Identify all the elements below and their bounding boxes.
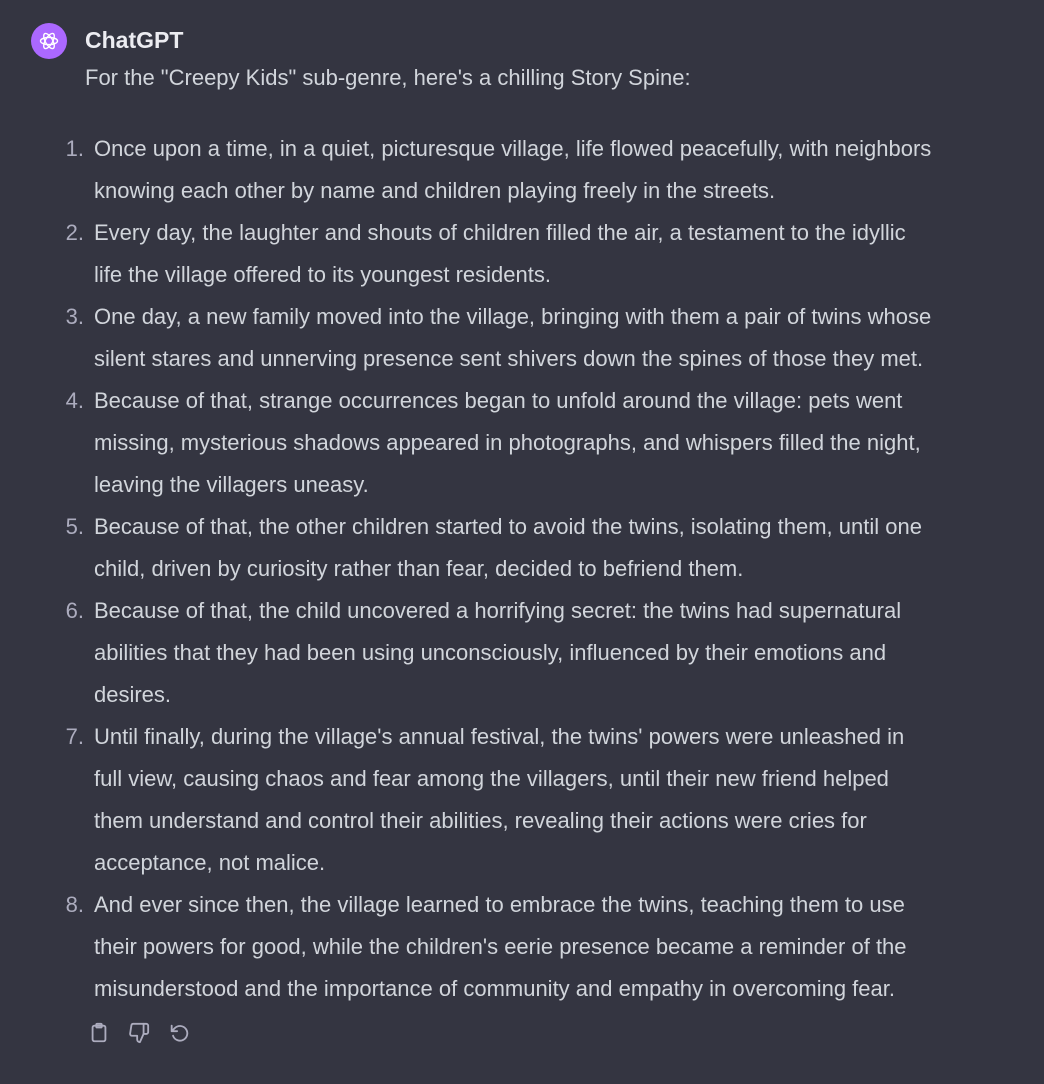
- list-item-text-line: One day, a new family moved into the village, bringing with them a pair of twins whose: [94, 304, 932, 329]
- list-item: [0, 884, 1044, 1010]
- regenerate-button[interactable]: [166, 1020, 192, 1046]
- intro-text: For the "Creepy Kids" sub-genre, here's a chilling Story Spine:: [85, 65, 691, 90]
- list-item-number: 8.: [65, 892, 84, 917]
- list-item-text-line: Until finally, during the village's annual festival, the twins' powers were unleashed in: [94, 724, 905, 749]
- chatgpt-avatar: [31, 23, 67, 59]
- message-actions: [86, 1020, 192, 1046]
- copy-button[interactable]: [86, 1020, 112, 1046]
- list-item: [0, 506, 1044, 590]
- list-item: [0, 380, 1044, 506]
- list-item-number: 7.: [65, 724, 84, 749]
- list-item-text-line: abilities that they had been using unconsciously, influenced by their emotions and: [94, 640, 887, 665]
- list-item-text-line: leaving the villagers uneasy.: [94, 472, 369, 497]
- list-item: [0, 716, 1044, 884]
- list-item-text-line: their powers for good, while the children's eerie presence became a reminder of the: [94, 934, 907, 959]
- thumbs-down-icon: [128, 1022, 150, 1044]
- list-item-text-line: life the village offered to its youngest residents.: [94, 262, 551, 287]
- list-item: [0, 128, 1044, 212]
- list-item-text-line: Because of that, strange occurrences began to unfold around the village: pets went: [94, 388, 903, 413]
- list-item-text-line: child, driven by curiosity rather than fear, decided to befriend them.: [94, 556, 744, 581]
- clipboard-icon: [88, 1022, 110, 1044]
- openai-logo-icon: [37, 29, 61, 53]
- list-item-text-line: Once upon a time, in a quiet, picturesque village, life flowed peacefully, with neighbors: [94, 136, 932, 161]
- list-item: [0, 590, 1044, 716]
- list-item-text-line: them understand and control their abilities, revealing their actions were cries for: [94, 808, 867, 833]
- list-item-text-line: desires.: [94, 682, 172, 707]
- list-item-number: 3.: [65, 304, 84, 329]
- list-item: [0, 212, 1044, 296]
- list-item-text-line: Because of that, the child uncovered a horrifying secret: the twins had supernatural: [94, 598, 902, 623]
- list-item: [0, 296, 1044, 380]
- list-item-text-line: acceptance, not malice.: [94, 850, 326, 875]
- list-item-number: 1.: [65, 136, 84, 161]
- list-item-text-line: silent stares and unnerving presence sent shivers down the spines of those they met.: [94, 346, 924, 371]
- list-item-number: 4.: [65, 388, 84, 413]
- list-item-number: 5.: [65, 514, 84, 539]
- thumbs-down-button[interactable]: [126, 1020, 152, 1046]
- list-item-text-line: Because of that, the other children started to avoid the twins, isolating them, until one: [94, 514, 922, 539]
- list-item-text-line: full view, causing chaos and fear among the villagers, until their new friend helped: [94, 766, 889, 791]
- list-item-text-line: And ever since then, the village learned to embrace the twins, teaching them to use: [94, 892, 905, 917]
- list-item-text-line: missing, mysterious shadows appeared in photographs, and whispers filled the night,: [94, 430, 921, 455]
- author-name: ChatGPT: [85, 27, 184, 53]
- list-item-number: 6.: [65, 598, 84, 623]
- story-spine-list: [0, 128, 1044, 1010]
- list-item-text-line: knowing each other by name and children playing freely in the streets.: [94, 178, 776, 203]
- list-item-number: 2.: [65, 220, 84, 245]
- list-item-text-line: Every day, the laughter and shouts of children filled the air, a testament to the idyllic: [94, 220, 906, 245]
- regenerate-icon: [168, 1022, 190, 1044]
- list-item-text-line: misunderstood and the importance of community and empathy in overcoming fear.: [94, 976, 895, 1001]
